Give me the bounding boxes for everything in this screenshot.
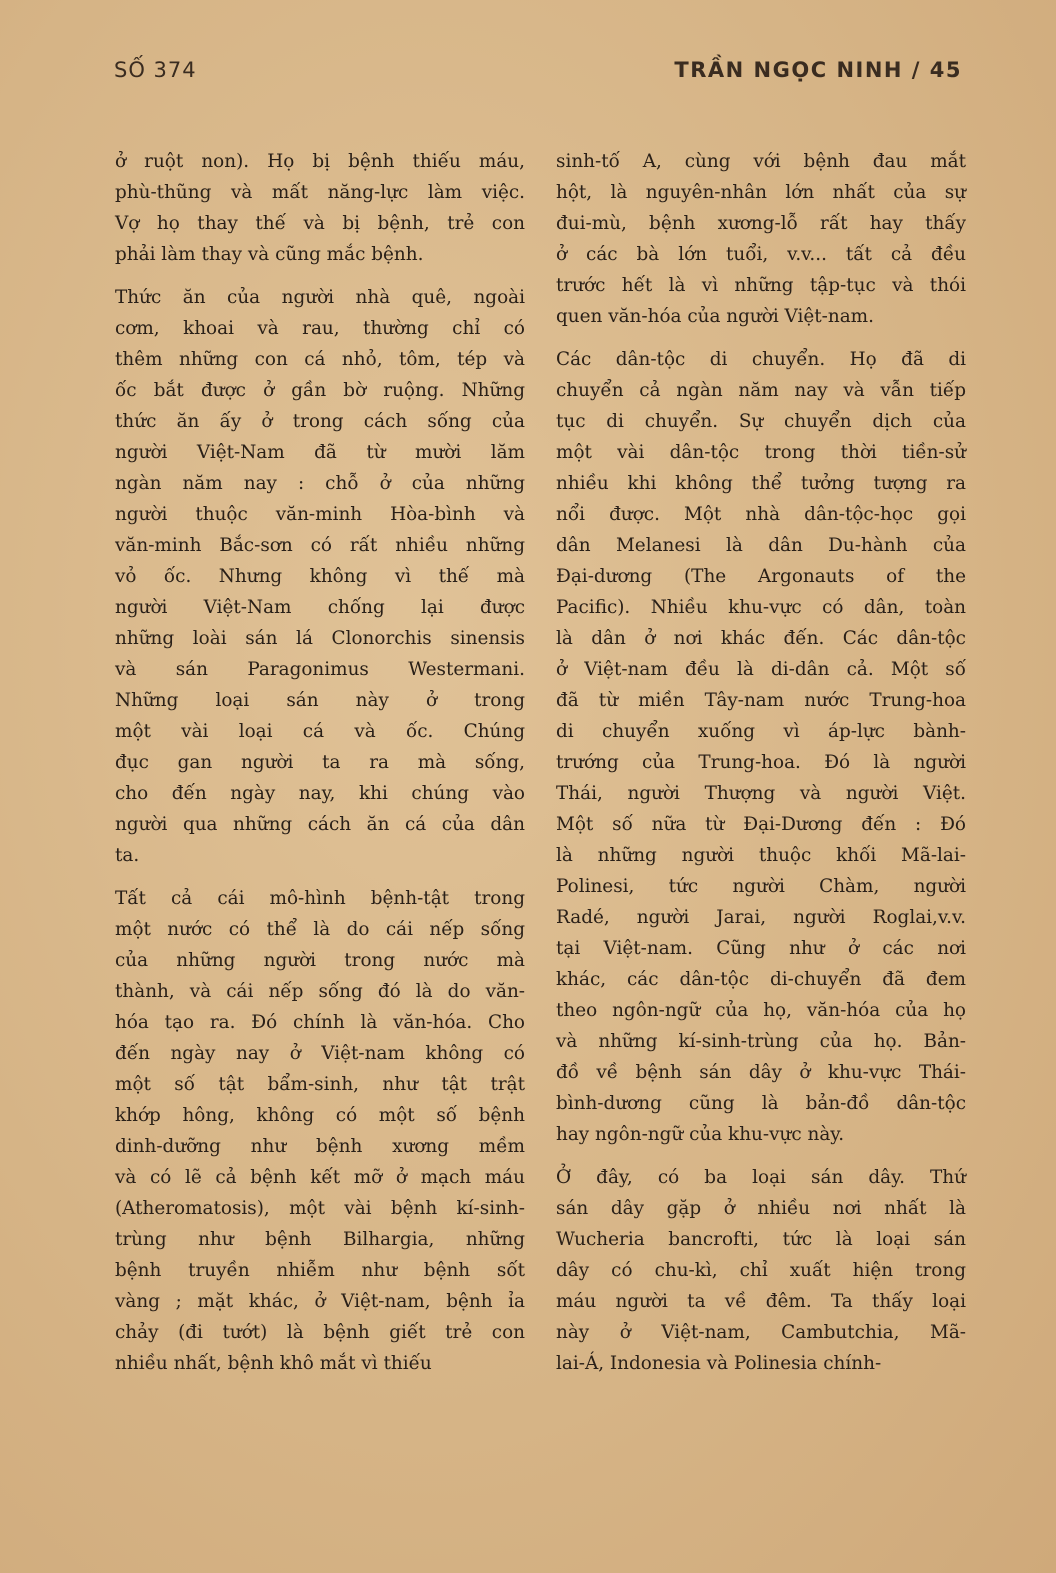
text-line: cơm, khoai và rau, thường chỉ có — [115, 318, 525, 339]
text-line: (Atheromatosis), một vài bệnh kí-sinh- — [115, 1198, 525, 1219]
text-line: tục di chuyển. Sự chuyển dịch của — [556, 411, 966, 432]
text-line: Pacific). Nhiều khu-vực có dân, toàn — [556, 597, 966, 618]
text-line: ở Việt-nam đều là di-dân cả. Một số — [556, 659, 966, 680]
text-line: phải làm thay và cũng mắc bệnh. — [115, 244, 424, 265]
text-line: phù-thũng và mất năng-lực làm việc. — [115, 182, 525, 203]
text-line: sán dây gặp ở nhiều nơi nhất là — [556, 1198, 966, 1219]
paragraph — [556, 344, 966, 1150]
text-line: một vài dân-tộc trong thời tiền-sử — [556, 442, 966, 463]
paragraph — [556, 1162, 966, 1379]
text-line: đã từ miền Tây-nam nước Trung-hoa — [556, 690, 966, 711]
text-line: văn-minh Bắc-sơn có rất nhiều những — [115, 535, 525, 556]
text-line: dân Melanesi là dân Du-hành của — [556, 535, 966, 556]
text-line: Thái, người Thượng và người Việt. — [556, 783, 966, 804]
text-line: ở các bà lớn tuổi, v.v... tất cả đều — [556, 244, 966, 265]
text-line: một nước có thể là do cái nếp sống — [115, 919, 525, 940]
text-line: này ở Việt-nam, Cambutchia, Mã- — [556, 1322, 966, 1343]
text-line: là dân ở nơi khác đến. Các dân-tộc — [556, 628, 966, 649]
text-line: lai-Á, Indonesia và Polinesia chính- — [556, 1353, 882, 1374]
text-line: Những loại sán này ở trong — [115, 690, 525, 711]
text-line: một vài loại cá và ốc. Chúng — [115, 721, 525, 742]
paragraph-gap — [115, 270, 525, 282]
text-line: người Việt-Nam đã từ mười lăm — [115, 442, 525, 463]
text-line: nổi được. Một nhà dân-tộc-học gọi — [556, 504, 966, 525]
text-line: vỏ ốc. Nhưng không vì thế mà — [115, 566, 525, 587]
text-line: vàng ; mặt khác, ở Việt-nam, bệnh ỉa — [115, 1291, 525, 1312]
text-line: là những người thuộc khối Mã-lai- — [556, 845, 966, 866]
text-line: trướng của Trung-hoa. Đó là người — [556, 752, 966, 773]
text-line: ốc bắt được ở gần bờ ruộng. Những — [115, 380, 525, 401]
right-column — [556, 146, 966, 1379]
text-line: của những người trong nước mà — [115, 950, 525, 971]
text-line: Tất cả cái mô-hình bệnh-tật trong — [115, 888, 525, 909]
text-line: theo ngôn-ngữ của họ, văn-hóa của họ — [556, 1000, 966, 1021]
running-title: TRẦN NGỌC NINH / 45 — [674, 58, 962, 82]
text-line: bệnh truyền nhiễm như bệnh sốt — [115, 1260, 525, 1281]
text-line: chảy (đi tướt) là bệnh giết trẻ con — [115, 1322, 525, 1343]
text-line: Ở đây, có ba loại sán dây. Thứ — [556, 1167, 966, 1188]
text-line: đục gan người ta ra mà sống, — [115, 752, 525, 773]
text-line: Các dân-tộc di chuyển. Họ đã di — [556, 349, 966, 370]
text-line: người thuộc văn-minh Hòa-bình và — [115, 504, 525, 525]
text-line: hay ngôn-ngữ của khu-vực này. — [556, 1124, 845, 1145]
text-line: trước hết là vì những tập-tục và thói — [556, 275, 966, 296]
page-header — [114, 58, 962, 94]
text-line: thành, và cái nếp sống đó là do văn- — [115, 981, 525, 1002]
text-line: Thức ăn của người nhà quê, ngoài — [115, 287, 525, 308]
text-line: Wucheria bancrofti, tức là loại sán — [556, 1229, 966, 1250]
text-line: Polinesi, tức người Chàm, người — [556, 876, 966, 897]
text-line: Vợ họ thay thế và bị bệnh, trẻ con — [115, 213, 525, 234]
text-line: chuyển cả ngàn năm nay và vẫn tiếp — [556, 380, 966, 401]
text-line: và sán Paragonimus Westermani. — [115, 659, 525, 680]
text-line: khác, các dân-tộc di-chuyển đã đem — [556, 969, 966, 990]
text-line: cho đến ngày nay, khi chúng vào — [115, 783, 525, 804]
paragraph — [115, 146, 525, 270]
text-line: một số tật bẩm-sinh, như tật trật — [115, 1074, 525, 1095]
paragraph — [115, 883, 525, 1379]
text-line: thức ăn ấy ở trong cách sống của — [115, 411, 525, 432]
text-line: khớp hông, không có một số bệnh — [115, 1105, 525, 1126]
paragraph-gap — [556, 1150, 966, 1162]
text-line: Một số nữa từ Đại-Dương đến : Đó — [556, 814, 966, 835]
text-line: Đại-dương (The Argonauts of the — [556, 566, 966, 587]
text-line: thêm những con cá nhỏ, tôm, tép và — [115, 349, 525, 370]
paragraph — [115, 282, 525, 871]
text-line: người qua những cách ăn cá của dân — [115, 814, 525, 835]
paragraph — [556, 146, 966, 332]
text-line: sinh-tố A, cùng với bệnh đau mắt — [556, 151, 966, 172]
text-line: dinh-dưỡng như bệnh xương mềm — [115, 1136, 525, 1157]
text-line: đồ về bệnh sán dây ở khu-vực Thái- — [556, 1062, 966, 1083]
text-line: quen văn-hóa của người Việt-nam. — [556, 306, 874, 327]
text-line: nhiều nhất, bệnh khô mắt vì thiếu — [115, 1353, 432, 1374]
text-line: đui-mù, bệnh xương-lỗ rất hay thấy — [556, 213, 966, 234]
issue-number: SỐ 374 — [114, 58, 197, 82]
paragraph-gap — [115, 871, 525, 883]
text-line: đến ngày nay ở Việt-nam không có — [115, 1043, 525, 1064]
paragraph-gap — [556, 332, 966, 344]
text-line: di chuyển xuống vì áp-lực bành- — [556, 721, 966, 742]
text-line: ngàn năm nay : chỗ ở của những — [115, 473, 525, 494]
text-line: tại Việt-nam. Cũng như ở các nơi — [556, 938, 966, 959]
text-line: người Việt-Nam chống lại được — [115, 597, 525, 618]
text-line: hóa tạo ra. Đó chính là văn-hóa. Cho — [115, 1012, 525, 1033]
text-line: ở ruột non). Họ bị bệnh thiếu máu, — [115, 151, 525, 172]
text-line: máu người ta về đêm. Ta thấy loại — [556, 1291, 966, 1312]
text-line: trùng như bệnh Bilhargia, những — [115, 1229, 525, 1250]
text-line: nhiều khi không thể tưởng tượng ra — [556, 473, 966, 494]
text-line: dây có chu-kì, chỉ xuất hiện trong — [556, 1260, 966, 1281]
left-column — [115, 146, 525, 1379]
text-line: ta. — [115, 845, 140, 866]
text-line: và những kí-sinh-trùng của họ. Bản- — [556, 1031, 966, 1052]
text-line: Radé, người Jarai, người Roglai,v.v. — [556, 907, 966, 928]
text-line: những loài sán lá Clonorchis sinensis — [115, 628, 525, 649]
text-line: và có lẽ cả bệnh kết mỡ ở mạch máu — [115, 1167, 525, 1188]
text-line: hột, là nguyên-nhân lớn nhất của sự — [556, 182, 966, 203]
text-line: bình-dương cũng là bản-đồ dân-tộc — [556, 1093, 966, 1114]
